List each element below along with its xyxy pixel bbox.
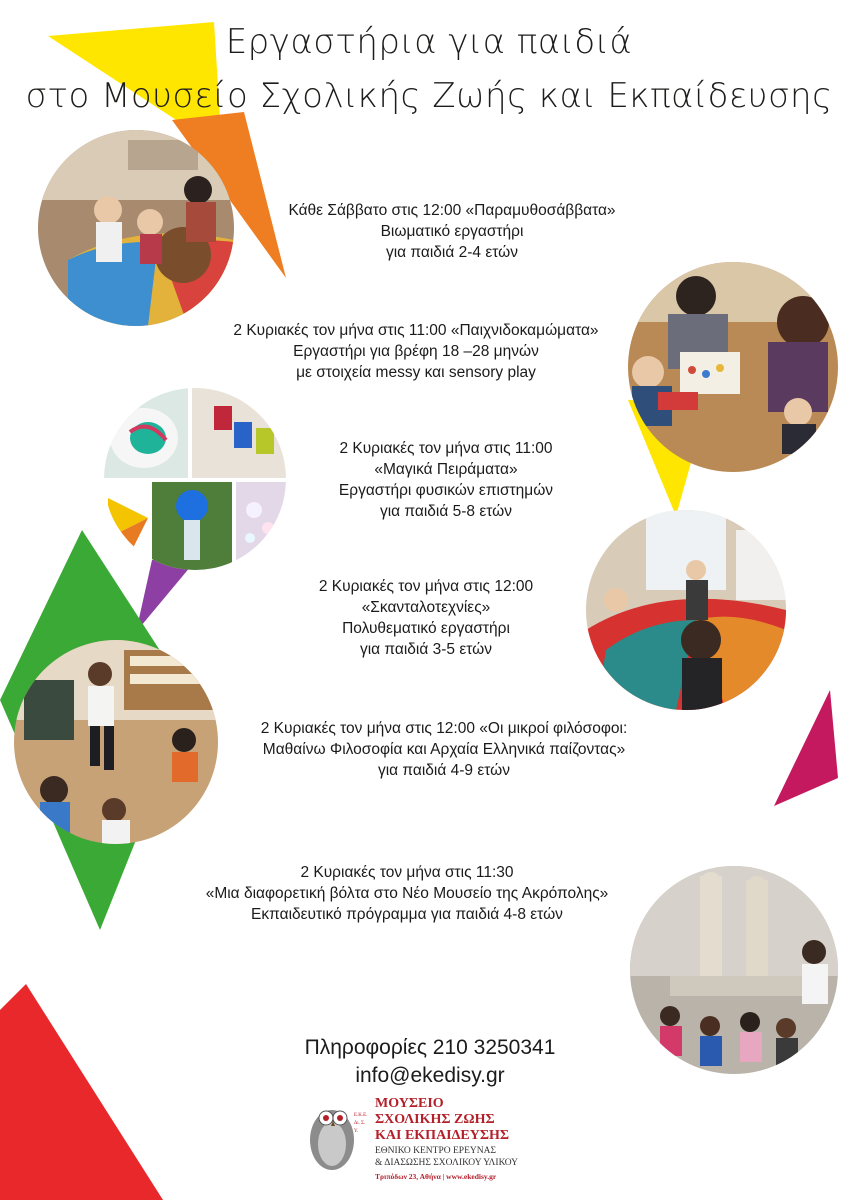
purple-triangle <box>136 560 196 632</box>
workshop-philosophy <box>214 718 674 781</box>
photo-philosophy <box>14 640 218 844</box>
workshop-arts <box>286 576 566 660</box>
workshop-line: για παιδιά 3-5 ετών <box>359 641 493 658</box>
workshop-line: 2 Κυριακές τον μήνα στις 11:00 «Παιχνιδοκαμώματα» <box>233 322 599 339</box>
magenta-triangle <box>774 690 838 806</box>
contact-email[interactable]: info@ekedisy.gr <box>355 1064 505 1087</box>
workshop-line: Εκπαιδευτικό πρόγραμμα για παιδιά 4-8 ετών <box>251 906 563 923</box>
workshop-experiments <box>306 438 586 522</box>
logo-line3: ΚΑΙ ΕΚΠΑΙΔΕΥΣΗΣ <box>375 1128 510 1143</box>
workshop-line: 2 Κυριακές τον μήνα στις 11:30 <box>300 864 514 881</box>
workshop-line: Κάθε Σάββατο στις 12:00 «Παραμυθοσάββατα» <box>288 202 616 219</box>
workshop-line: Εργαστήρι για βρέφη 18 –28 μηνών <box>293 343 539 360</box>
workshop-line: 2 Κυριακές τον μήνα στις 12:00 <box>318 578 534 595</box>
workshop-line: για παιδιά 4-9 ετών <box>377 762 511 779</box>
logo-mark: Ε.Κ.Ε. Δι. Σ.Υ. <box>354 1113 368 1134</box>
red-triangle <box>0 984 163 1200</box>
contact-phone: Πληροφορίες 210 3250341 <box>304 1036 556 1059</box>
workshop-line: Βιωματικό εργαστήρι <box>380 223 524 240</box>
workshop-line: για παιδιά 2-4 ετών <box>385 244 519 261</box>
logo-sub2: & ΔΙΑΣΩΣΗΣ ΣΧΟΛΙΚΟΥ ΥΛΙΚΟΥ <box>375 1158 519 1168</box>
photo-storytelling <box>38 130 234 326</box>
workshop-line: «Μια διαφορετική βόλτα στο Νέο Μουσείο της Ακρόπολης» <box>205 885 609 902</box>
workshop-storytelling <box>252 200 652 263</box>
workshop-acropolis <box>172 862 642 925</box>
workshop-line: Εργαστήρι φυσικών επιστημών <box>338 482 554 499</box>
workshop-line: 2 Κυριακές τον μήνα στις 11:00 <box>339 440 553 457</box>
workshop-line: «Σκανταλοτεχνίες» <box>361 599 491 616</box>
logo-address: Τριπόδων 23, Αθήνα | www.ekedisy.gr <box>375 1172 497 1181</box>
workshop-line: Πολυθεματικό εργαστήρι <box>342 620 510 637</box>
page-title-line1: Εργαστήρια για παιδιά <box>225 22 633 62</box>
photo-acropolis <box>630 866 838 1074</box>
logo-line2: ΣΧΟΛΙΚΗΣ ΖΩΗΣ <box>375 1112 495 1127</box>
workshop-line: με στοιχεία messy και sensory play <box>296 364 536 381</box>
workshop-toddlers <box>196 320 636 383</box>
page-title-line2: στο Μουσείο Σχολικής Ζωής και Εκπαίδευσης <box>25 76 833 116</box>
logo-sub1: ΕΘΝΙΚΟ ΚΕΝΤΡΟ ΕΡΕΥΝΑΣ <box>375 1146 496 1156</box>
workshop-line: «Μαγικά Πειράματα» <box>374 461 518 478</box>
photo-experiments <box>104 388 286 570</box>
workshop-line: 2 Κυριακές τον μήνα στις 12:00 «Οι μικροί φιλόσοφοι: <box>260 720 628 737</box>
photo-parachute <box>586 510 786 710</box>
workshop-line: Μαθαίνω Φιλοσοφία και Αρχαία Ελληνικά παίζοντας» <box>262 741 626 758</box>
photo-toddlers <box>628 262 838 472</box>
workshop-line: για παιδιά 5-8 ετών <box>379 503 513 520</box>
logo-line1: ΜΟΥΣΕΙΟ <box>375 1096 444 1111</box>
